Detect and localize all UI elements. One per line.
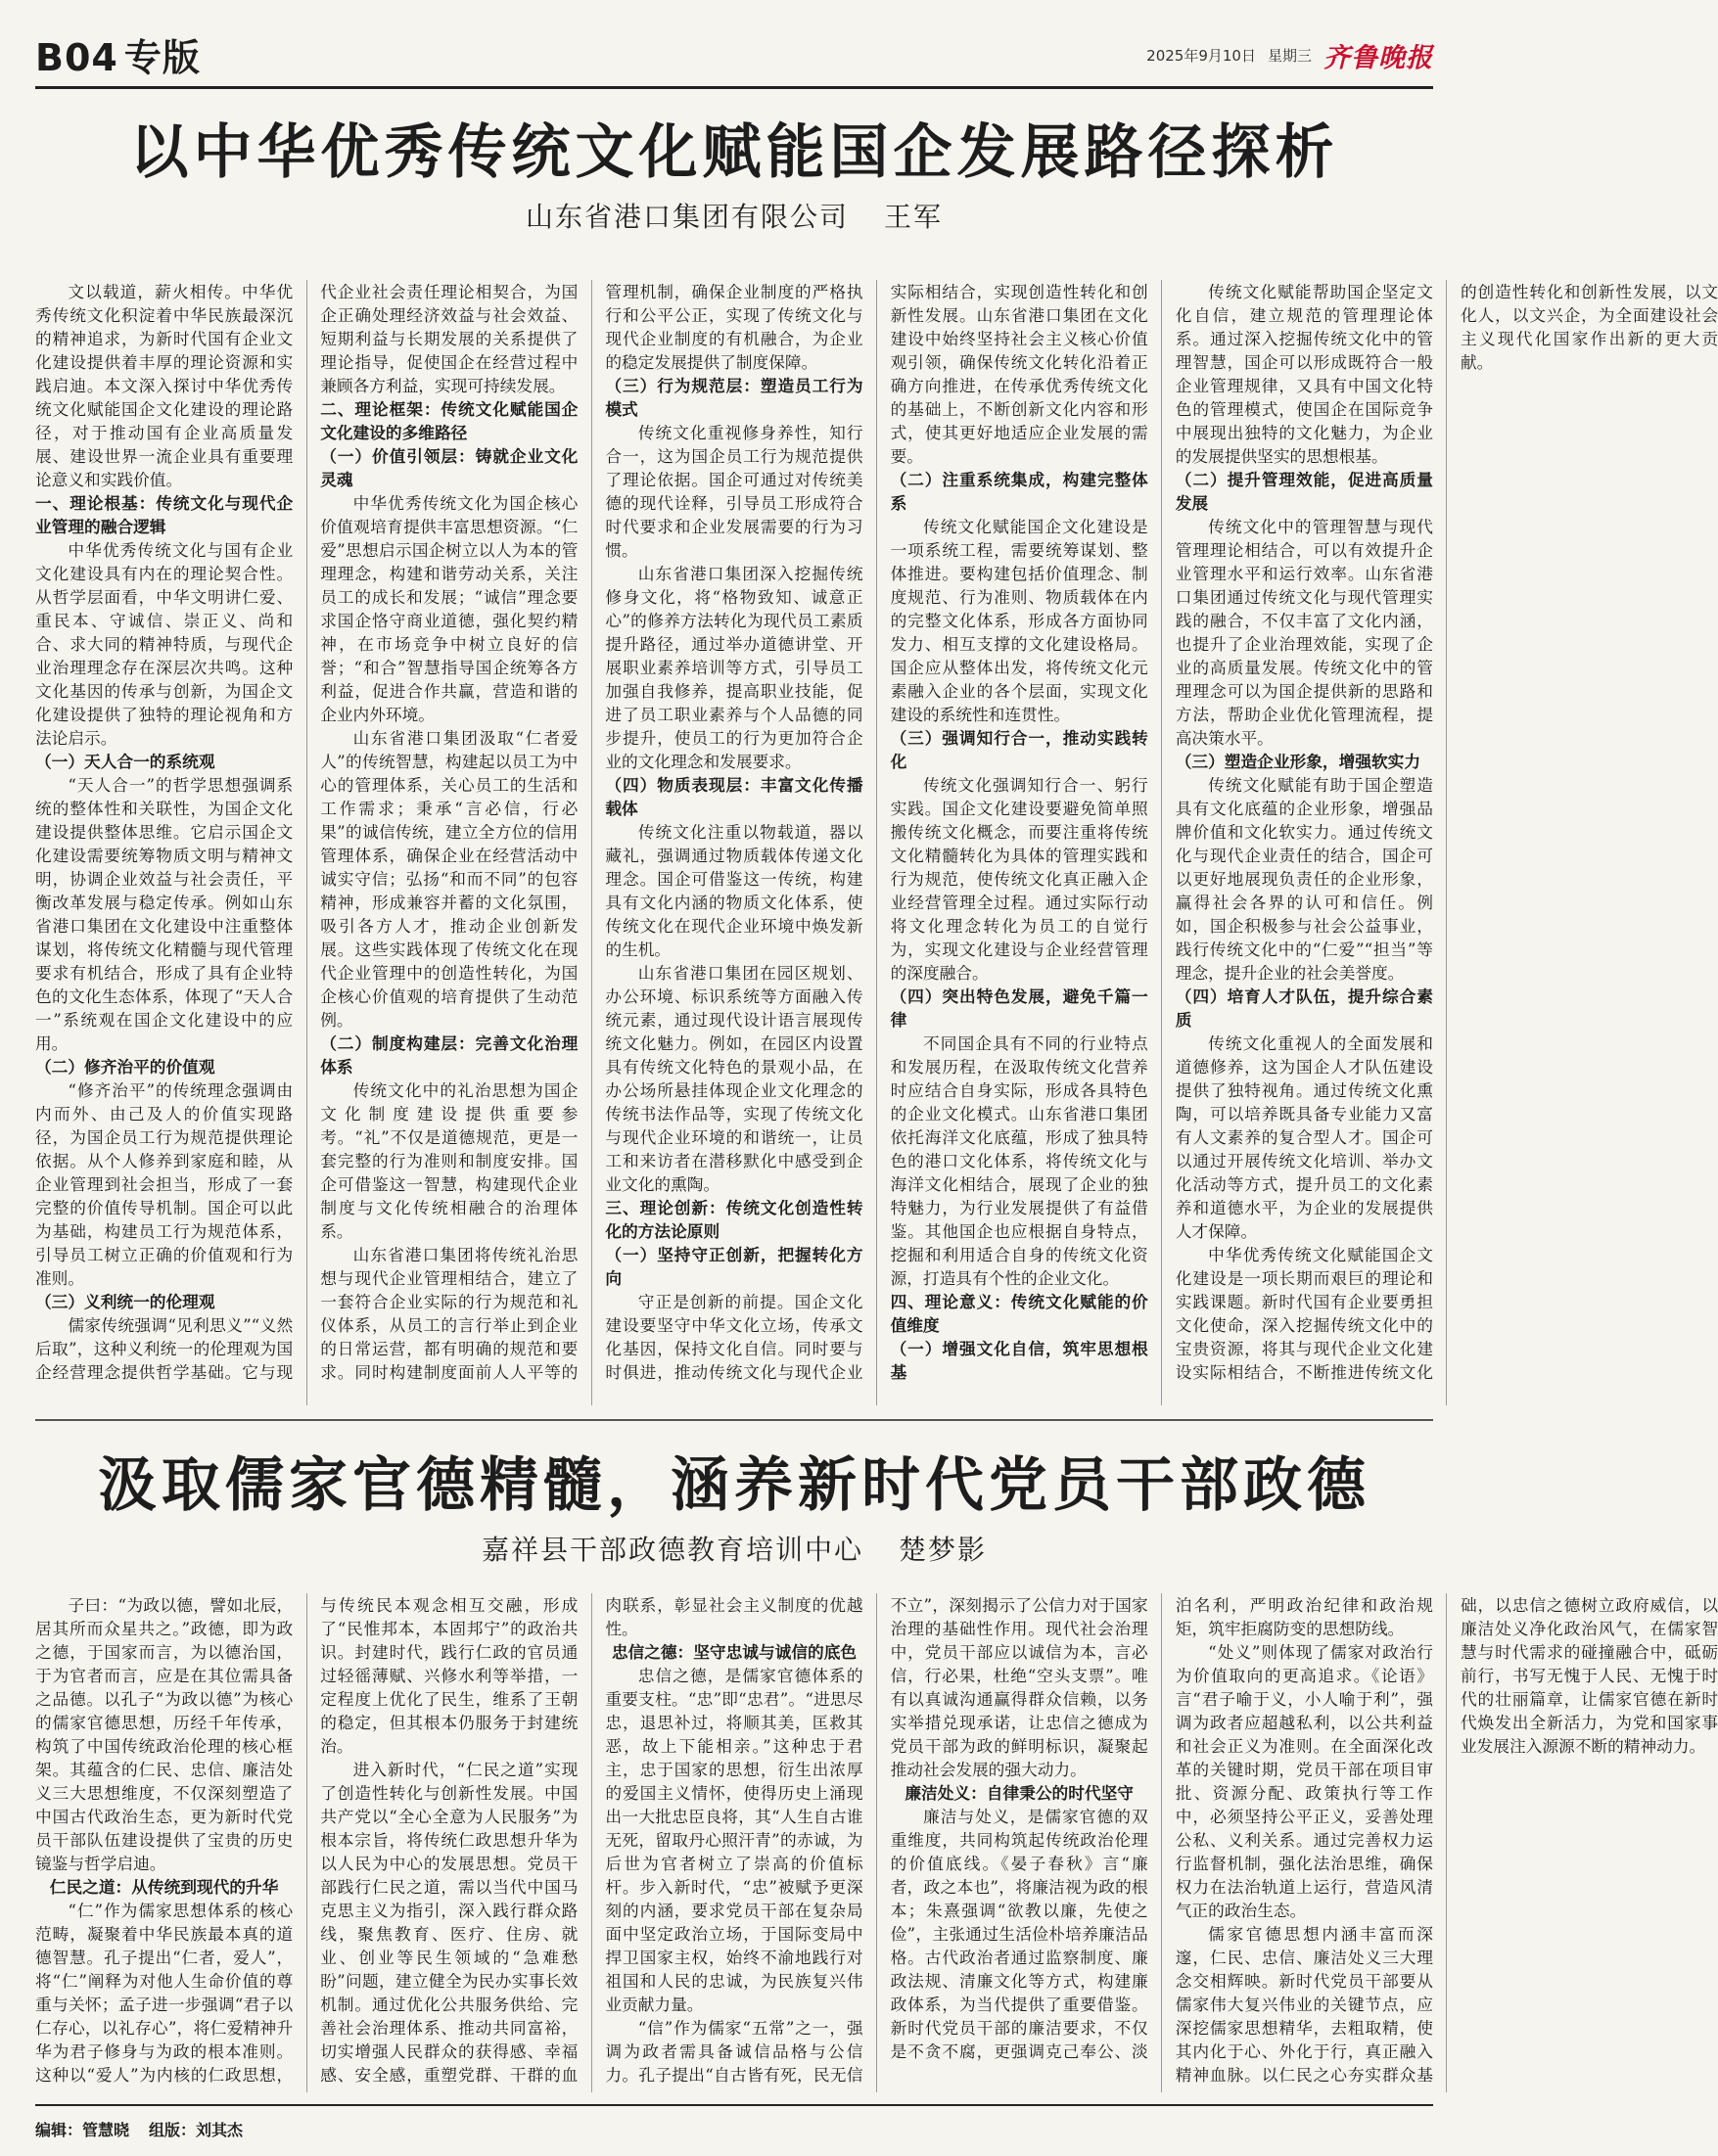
layout-editor-name: 组版：刘其杰 <box>149 2121 244 2139</box>
subsection-heading: （一）天人合一的系统观 <box>35 752 215 771</box>
newspaper-logo: 齐鲁晚报 <box>1323 42 1433 73</box>
article-1-byline <box>35 196 1433 235</box>
paragraph: 中华优秀传统文化赋能国企文化建设是一项长期而艰巨的理论和实践课题。新时代国有企业要勇担文化使命，深入挖掘传统文化中的宝贵资源，将其与现代企业文化建设实际相结合，不断推进传统文化的创造性转化和创新性发展，以文化人，以文兴企，为全面建设社会主义现代化国家作出新的更大贡献。 <box>1175 282 1718 1382</box>
paragraph: 廉洁与处义，是儒家官德的双重维度，共同构筑起传统政治伦理的价值底线。《晏子春秋》言“廉者，政之本也”，将廉洁视为政的根本；朱熹强调“欲教以廉，先使之俭”，主张通过生活俭朴培养廉洁品格。古代政治者通过监察制度、廉政法规、清廉文化等方式，构建廉政体系，为当代提供了重要借鉴。新时代党员干部的廉洁要求，不仅是不贪不腐，更强调克己奉公、淡泊名利，严明政治纪律和政治规矩，筑牢拒腐防变的思想防线。 <box>890 1595 1433 2061</box>
paragraph: 传统文化重视修身养性，知行合一，这为国企员工行为规范提供了理论依据。国企可通过对传统美德的现代诠释，引导员工形成符合时代要求和企业发展需要的行为习惯。 <box>605 423 863 560</box>
section-heading: 二、理论框架：传统文化赋能国企文化建设的多维路径 <box>320 399 579 442</box>
subsection-heading: （一）价值引领层：铸就企业文化灵魂 <box>320 446 579 489</box>
header-rule <box>35 86 1433 89</box>
subsection-heading: （三）义利统一的伦理观 <box>35 1292 215 1311</box>
subsection-heading: （一）增强文化自信，筑牢思想根基 <box>890 1339 1148 1382</box>
article-1 <box>35 98 1718 1414</box>
paragraph: 中华优秀传统文化为国企核心价值观培育提供丰富思想资源。“仁爱”思想启示国企树立以人为本的管理理念，构建和谐劳动关系，关注员工的成长和发展；“诚信”理念要求国企恪守商业道德，强化契约精神，在市场竞争中树立良好的信誉；“和合”智慧指导国企统筹各方利益，促进合作共赢，营造和谐的企业内外环境。 <box>320 493 579 724</box>
header-meta <box>1146 35 1433 74</box>
subsection-heading: （二）修齐治平的价值观 <box>35 1057 215 1077</box>
article-2-byline <box>35 1529 1433 1568</box>
article-1-author: 王军 <box>884 201 944 233</box>
page-footer <box>0 2104 1468 2156</box>
paragraph: 山东省港口集团深入挖掘传统修身文化，将“格物致知、诚意正心”的修养方法转化为现代员工素质提升路径，通过举办道德讲堂、开展职业素养培训等方式，引导员工加强自我修养，提高职业技能，促进了员工职业素养与个人品德的同步提升，使员工的行为更加符合企业的文化理念和发展要求。 <box>605 564 863 771</box>
subsection-heading: （四）突出特色发展，避免千篇一律 <box>890 986 1148 1030</box>
paragraph: 传统文化赋能国企文化建设是一项系统工程，需要统筹谋划、整体推进。要构建包括价值理念、制度规范、行为准则、物质载体在内的完整文化体系，形成各方面协同发力、相互支撑的文化建设格局。国企应从整体出发，将传统文化元素融入企业的各个层面，实现文化建设的系统性和连贯性。 <box>890 517 1148 724</box>
article-divider <box>35 1419 1433 1421</box>
article-1-body <box>35 280 1718 1405</box>
paragraph: 中华优秀传统文化与国有企业文化建设具有内在的理论契合性。从哲学层面看，中华文明讲仁爱、重民本、守诚信、崇正义、尚和合、求大同的精神特质，与现代企业治理理念存在深层次共鸣。这种文化基因的传承与创新，为国企文化建设提供了独特的理论视角和方法论启示。 <box>35 540 294 748</box>
paragraph: 传统文化中的礼治思想为国企文化制度建设提供重要参考。“礼”不仅是道德规范，更是一套完整的行为准则和制度安排。国企可借鉴这一智慧，构建现代企业制度与文化传统相融合的治理体系。 <box>320 1080 579 1241</box>
paragraph: 守正是创新的前提。国企文化建设要坚守中华文化立场，传承文化基因，保持文化自信。同时要与时俱进，推动传统文化与现代企业实际相结合，实现创造性转化和创新性发展。山东省港口集团在文化建设中始终坚持社会主义核心价值观引领，确保传统文化转化沿着正确方向推进，在传承优秀传统文化的基础上，不断创新文化内容和形式，使其更好地适应企业发展的需要。 <box>605 282 1148 1382</box>
paragraph: 传统文化中的管理智慧与现代管理理论相结合，可以有效提升企业管理水平和运行效率。山东省港口集团通过传统文化与现代管理实践的融合，不仅丰富了文化内涵，也提升了企业治理效能，实现了企业的高质量发展。传统文化中的管理理念可以为国企提供新的思路和方法，帮助企业优化管理流程，提高决策水平。 <box>1175 517 1433 748</box>
issue-date: 2025年9月10日 <box>1146 46 1256 65</box>
paragraph: 不同国企具有不同的行业特点和发展历程，在汲取传统文化营养时应结合自身实际，形成各具特色的企业文化模式。山东省港口集团依托海洋文化底蕴，形成了独具特色的港口文化体系，将传统文化与海洋文化相结合，展现了企业的独特魅力，为行业发展提供了有益借鉴。其他国企也应根据自身特点，挖掘和利用适合自身的传统文化资源，打造具有个性的企业文化。 <box>890 1033 1148 1288</box>
paragraph: 文以载道，薪火相传。中华优秀传统文化积淀着中华民族最深沉的精神追求，为新时代国有企业文化建设提供着丰厚的理论资源和实践启迪。本文深入探讨中华优秀传统文化赋能国企文化建设的理论路径，对于推动国有企业高质量发展、建设世界一流企业具有重要理论意义和实践价值。 <box>35 282 294 489</box>
subsection-heading: （三）强调知行合一，推动实践转化 <box>890 728 1148 771</box>
subsection-heading: （四）物质表现层：丰富文化传播载体 <box>605 775 863 818</box>
article-2-body <box>35 1593 1718 2092</box>
article-2-org: 嘉祥县干部政德教育培训中心 <box>481 1534 863 1566</box>
paragraph: 子曰：“为政以德，譬如北辰，居其所而众星共之。”政德，即为政之德，于国家而言，为以德治国，于为官者而言，应是在其位需具备之品德。以孔子“为政以德”为核心的儒家官德思想，历经千年传承，构筑了中国传统政治伦理的核心框架。其蕴含的仁民、忠信、廉洁处义三大思想维度，不仅深刻塑造了中国古代政治生态，更为新时代党员干部队伍建设提供了宝贵的历史镜鉴与哲学启迪。 <box>35 1595 294 1873</box>
subsection-heading: （二）提升管理效能，促进高质量发展 <box>1175 470 1433 513</box>
article-2-author: 楚梦影 <box>899 1534 988 1566</box>
subsection-heading: 忠信之德：坚守忠诚与诚信的底色 <box>611 1642 858 1662</box>
paragraph: 山东省港口集团将传统礼治思想与现代企业管理相结合，建立了一套符合企业实际的行为规范和礼仪体系，从员工的言行举止到企业的日常运营，都有明确的规范和要求。同时构建制度面前人人平等的管理机制，确保企业制度的严格执行和公平公正，实现了传统文化与现代企业制度的有机融合，为企业的稳定发展提供了制度保障。 <box>320 282 863 1382</box>
article-1-headline: 以中华优秀传统文化赋能国企发展路径探析 <box>129 118 1339 187</box>
subsection-heading: 廉洁处义：自律秉公的时代坚守 <box>905 1783 1134 1803</box>
paragraph: 山东省港口集团汲取“仁者爱人”的传统智慧，构建起以员工为中心的管理体系，关心员工的生活和工作需求；秉承“言必信，行必果”的诚信传统，建立全方位的信用管理体系，确保企业在经营活动中诚实守信；弘扬“和而不同”的包容精神，形成兼容并蓄的文化氛围，吸引各方人才，推动企业创新发展。这些实践体现了传统文化在现代企业管理中的创造性转化，为国企核心价值观的培育提供了生动范例。 <box>320 728 579 1030</box>
footer-rule <box>35 2104 1433 2106</box>
paragraph: 传统文化强调知行合一、躬行实践。国企文化建设要避免简单照搬传统文化概念，而要注重将传统文化精髓转化为具体的管理实践和行为规范，使传统文化真正融入企业经营管理全过程。通过实际行动将文化理念转化为员工的自觉行为，实现文化建设与企业经营管理的深度融合。 <box>890 775 1148 983</box>
article-2 <box>35 1431 1718 2096</box>
subsection-heading: （二）制度构建层：完善文化治理体系 <box>320 1033 579 1077</box>
subsection-heading: （三）塑造企业形象，增强软实力 <box>1175 752 1421 771</box>
section-heading: 一、理论根基：传统文化与现代企业管理的融合逻辑 <box>35 493 294 536</box>
paragraph: “天人合一”的哲学思想强调系统的整体性和关联性，为国企文化建设提供整体思维。它启示国企文化建设需要统筹物质文明与精神文明，协调企业效益与社会责任，平衡改革发展与稳定传承。例如山东省港口集团在文化建设中注重整体谋划，将传统文化精髓与现代管理要求有机结合，形成了具有企业特色的文化生态体系，体现了“天人合一”系统观在国企文化建设中的应用。 <box>35 775 294 1053</box>
editor-name: 编辑：管慧晓 <box>35 2121 130 2139</box>
section-heading: 三、理论创新：传统文化创造性转化的方法论原则 <box>605 1198 863 1241</box>
subsection-heading: 仁民之道：从传统到现代的升华 <box>49 1877 279 1897</box>
paragraph: “信”作为儒家“五常”之一，强调为政者需具备诚信品格与公信力。孔子提出“自古皆有死，民无信不立”，深刻揭示了公信力对于国家治理的基础性作用。现代社会治理中，党员干部应以诚信为本，言必信，行必果，杜绝“空头支票”。唯有以真诚沟通赢得群众信赖，以务实举措兑现承诺，让忠信之德成为党员干部为政的鲜明标识，凝聚起推动社会发展的强大动力。 <box>605 1595 1148 2085</box>
paragraph: 进入新时代，“仁民之道”实现了创造性转化与创新性发展。中国共产党以“全心全意为人民服务”为根本宗旨，将传统仁政思想升华为以人民为中心的发展思想。党员干部践行仁民之道，需以当代中国马克思主义为指引，深入践行群众路线，聚焦教育、医疗、住房、就业、创业等民生领域的“急难愁盼”问题，建立健全为民办实事长效机制。通过优化公共服务供给、完善社会治理体系、推动共同富裕，切实增强人民群众的获得感、幸福感、安全感，重塑党群、干群的血肉联系，彰显社会主义制度的优越性。 <box>320 1595 863 2085</box>
page-number: B04 专版 <box>35 35 201 79</box>
article-2-headline: 汲取儒家官德精髓，涵养新时代党员干部政德 <box>98 1451 1370 1520</box>
subsection-heading: （二）注重系统集成，构建完整体系 <box>890 470 1148 513</box>
page-header <box>0 0 1468 88</box>
subsection-heading: （四）培育人才队伍，提升综合素质 <box>1175 986 1433 1030</box>
subsection-heading: （三）行为规范层：塑造员工行为模式 <box>605 376 863 419</box>
paragraph: 儒家传统强调“见利思义”“义然后取”，这种义利统一的伦理观为国企经营理念提供哲学基础。它与现代企业社会责任理论相契合，为国企正确处理经济效益与社会效益、短期利益与长期发展的关系提供了理论指导，促使国企在经营过程中兼顾各方利益，实现可持续发展。 <box>35 282 579 1382</box>
subsection-heading: （一）坚持守正创新，把握转化方向 <box>605 1245 863 1288</box>
paragraph: 传统文化赋能帮助国企坚定文化自信，建立规范的管理理论体系。通过深入挖掘传统文化中的管理智慧，国企可以形成既符合一般企业管理规律，又具有中国文化特色的管理模式，使国企在国际竞争中展现出独特的文化魅力，为企业的发展提供坚实的思想根基。 <box>1175 282 1433 466</box>
section-heading: 四、理论意义：传统文化赋能的价值维度 <box>890 1292 1148 1335</box>
paragraph: 传统文化赋能有助于国企塑造具有文化底蕴的企业形象，增强品牌价值和文化软实力。通过传统文化与现代企业责任的结合，国企可以更好地展现负责任的企业形象，赢得社会各界的认可和信任。例如，国企积极参与社会公益事业，践行传统文化中的“仁爱”“担当”等理念，提升企业的社会美誉度。 <box>1175 775 1433 983</box>
paragraph: 忠信之德，是儒家官德体系的重要支柱。“忠”即“忠君”。“进思尽忠，退思补过，将顺其美，匡救其恶，故上下能相亲。”这种忠于君主，忠于国家的思想，衍生出浓厚的爱国主义情怀，使得历史上涌现出一大批忠臣良将，其“人生自古谁无死，留取丹心照汗青”的赤诚，为后世为官者树立了崇高的价值标杆。步入新时代，“忠”被赋予更深刻的内涵，要求党员干部在复杂局面中坚定政治立场，于国际变局中捍卫国家主权，始终不渝地践行对祖国和人民的忠诚，为民族复兴伟业贡献力量。 <box>605 1666 863 2014</box>
paragraph: “仁”作为儒家思想体系的核心范畴，凝聚着中华民族最本真的道德智慧。孔子提出“仁者，爱人”，将“仁”阐释为对他人生命价值的尊重与关怀；孟子进一步强调“君子以仁存心，以礼存心”，将仁爱精神升华为君子修身与为政的根本准则。这种以“爱人”为内核的仁政思想，与传统民本观念相互交融，形成了“民惟邦本，本固邦宁”的政治共识。封建时代，践行仁政的官员通过轻徭薄赋、兴修水利等举措，一定程度上优化了民生，维系了王朝的稳定，但其根本仍服务于封建统治。 <box>35 1595 579 2085</box>
paragraph: 传统文化重视人的全面发展和道德修养，这为国企人才队伍建设提供了独特视角。通过传统文化熏陶，可以培养既具备专业能力又富有人文素养的复合型人才。国企可以通过开展传统文化培训、举办文化活动等方式，提升员工的文化素养和道德水平，为企业的发展提供人才保障。 <box>1175 1033 1433 1241</box>
section-name: 专版 <box>123 35 201 79</box>
paragraph: “修齐治平”的传统理念强调由内而外、由己及人的价值实现路径，为国企员工行为规范提供理论依据。从个人修养到家庭和睦，从企业管理到社会担当，形成了一套完整的价值传导机制。国企可以此为基础，构建员工行为规范体系，引导员工树立正确的价值观和行为准则。 <box>35 1080 294 1288</box>
paragraph: “处义”则体现了儒家对政治行为价值取向的更高追求。《论语》言“君子喻于义，小人喻于利”，强调为政者应超越私利，以公共利益和社会正义为准则。在全面深化改革的关键时期，党员干部在项目审批、资源分配、政策执行等工作中，必须坚持公平正义，妥善处理公私、义利关系。通过完善权力运行监督机制，强化法治思维，确保权力在法治轨道上运行，营造风清气正的政治生态。 <box>1175 1642 1433 1920</box>
issue-weekday: 星期三 <box>1267 46 1312 65</box>
article-1-org: 山东省港口集团有限公司 <box>525 201 849 233</box>
paragraph: 儒家官德思想内涵丰富而深邃，仁民、忠信、廉洁处义三大理念交相辉映。新时代党员干部要从儒家伟大复兴伟业的关键节点，应深挖儒家思想精华，去粗取精，使其内化于心、外化于行，真正融入精神血脉。以仁民之心夯实群众基础，以忠信之德树立政府威信，以廉洁处义净化政治风气，在儒家智慧与时代需求的碰撞融合中，砥砺前行，书写无愧于人民、无愧于时代的壮丽篇章，让儒家官德在新时代焕发出全新活力，为党和国家事业发展注入源源不断的精神动力。 <box>1175 1595 1718 2085</box>
paragraph: 传统文化注重以物载道，器以藏礼，强调通过物质载体传递文化理念。国企可借鉴这一传统，构建具有文化内涵的物质文化体系，使传统文化在现代企业环境中焕发新的生机。 <box>605 822 863 959</box>
paragraph: 山东省港口集团在园区规划、办公环境、标识系统等方面融入传统元素，通过现代设计语言展现传统文化魅力。例如，在园区内设置具有传统文化特色的景观小品，在办公场所悬挂体现企业文化理念的传统书法作品等，实现了传统文化与现代企业环境的和谐统一，让员工和来访者在潜移默化中感受到企业文化的熏陶。 <box>605 963 863 1194</box>
editor-credits <box>35 2118 243 2140</box>
